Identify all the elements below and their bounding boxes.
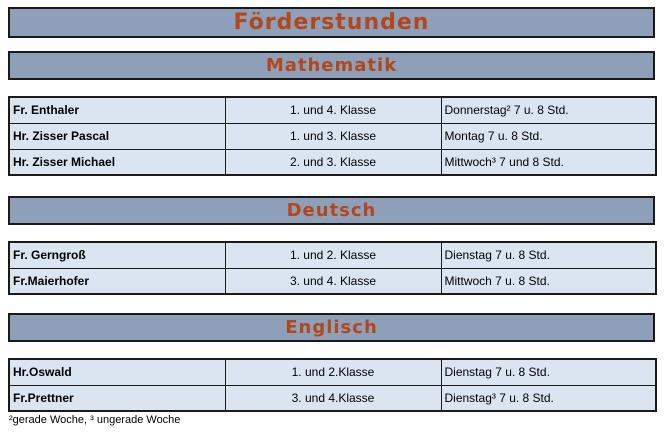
classes-cell: 1. und 2. Klasse: [225, 242, 441, 268]
teacher-cell: Hr. Zisser Michael: [9, 149, 225, 175]
time-cell: Donnerstag² 7 u. 8 Std.: [441, 97, 656, 123]
time-cell: Mittwoch 7 u. 8 Std.: [441, 268, 656, 294]
table-row: [9, 242, 656, 268]
page-title: Förderstunden: [8, 7, 655, 38]
table-mathematik: [8, 96, 657, 176]
classes-cell: 3. und 4. Klasse: [225, 268, 441, 294]
time-cell: Montag 7 u. 8 Std.: [441, 123, 656, 149]
table-row: [9, 385, 656, 411]
teacher-cell: Fr.Prettner: [9, 385, 225, 411]
table-englisch: [8, 358, 657, 412]
time-cell: Dienstag 7 u. 8 Std.: [441, 359, 656, 385]
table-row: [9, 359, 656, 385]
classes-cell: 2. und 3. Klasse: [225, 149, 441, 175]
table-row: [9, 97, 656, 123]
classes-cell: 1. und 2.Klasse: [225, 359, 441, 385]
teacher-cell: Fr. Enthaler: [9, 97, 225, 123]
footnote: ²gerade Woche, ³ ungerade Woche: [9, 414, 181, 426]
teacher-cell: Fr.Maierhofer: [9, 268, 225, 294]
time-cell: Dienstag 7 u. 8 Std.: [441, 242, 656, 268]
time-cell: Mittwoch³ 7 und 8 Std.: [441, 149, 656, 175]
section-heading-englisch: Englisch: [8, 313, 655, 342]
teacher-cell: Fr. Gerngroß: [9, 242, 225, 268]
table-row: [9, 149, 656, 175]
teacher-cell: Hr.Oswald: [9, 359, 225, 385]
time-cell: Dienstag³ 7 u. 8 Std.: [441, 385, 656, 411]
section-heading-deutsch: Deutsch: [8, 196, 655, 225]
table-deutsch: [8, 241, 657, 295]
table-row: [9, 268, 656, 294]
section-heading-mathematik: Mathematik: [8, 51, 655, 80]
classes-cell: 3. und 4.Klasse: [225, 385, 441, 411]
classes-cell: 1. und 4. Klasse: [225, 97, 441, 123]
teacher-cell: Hr. Zisser Pascal: [9, 123, 225, 149]
table-row: [9, 123, 656, 149]
classes-cell: 1. und 3. Klasse: [225, 123, 441, 149]
